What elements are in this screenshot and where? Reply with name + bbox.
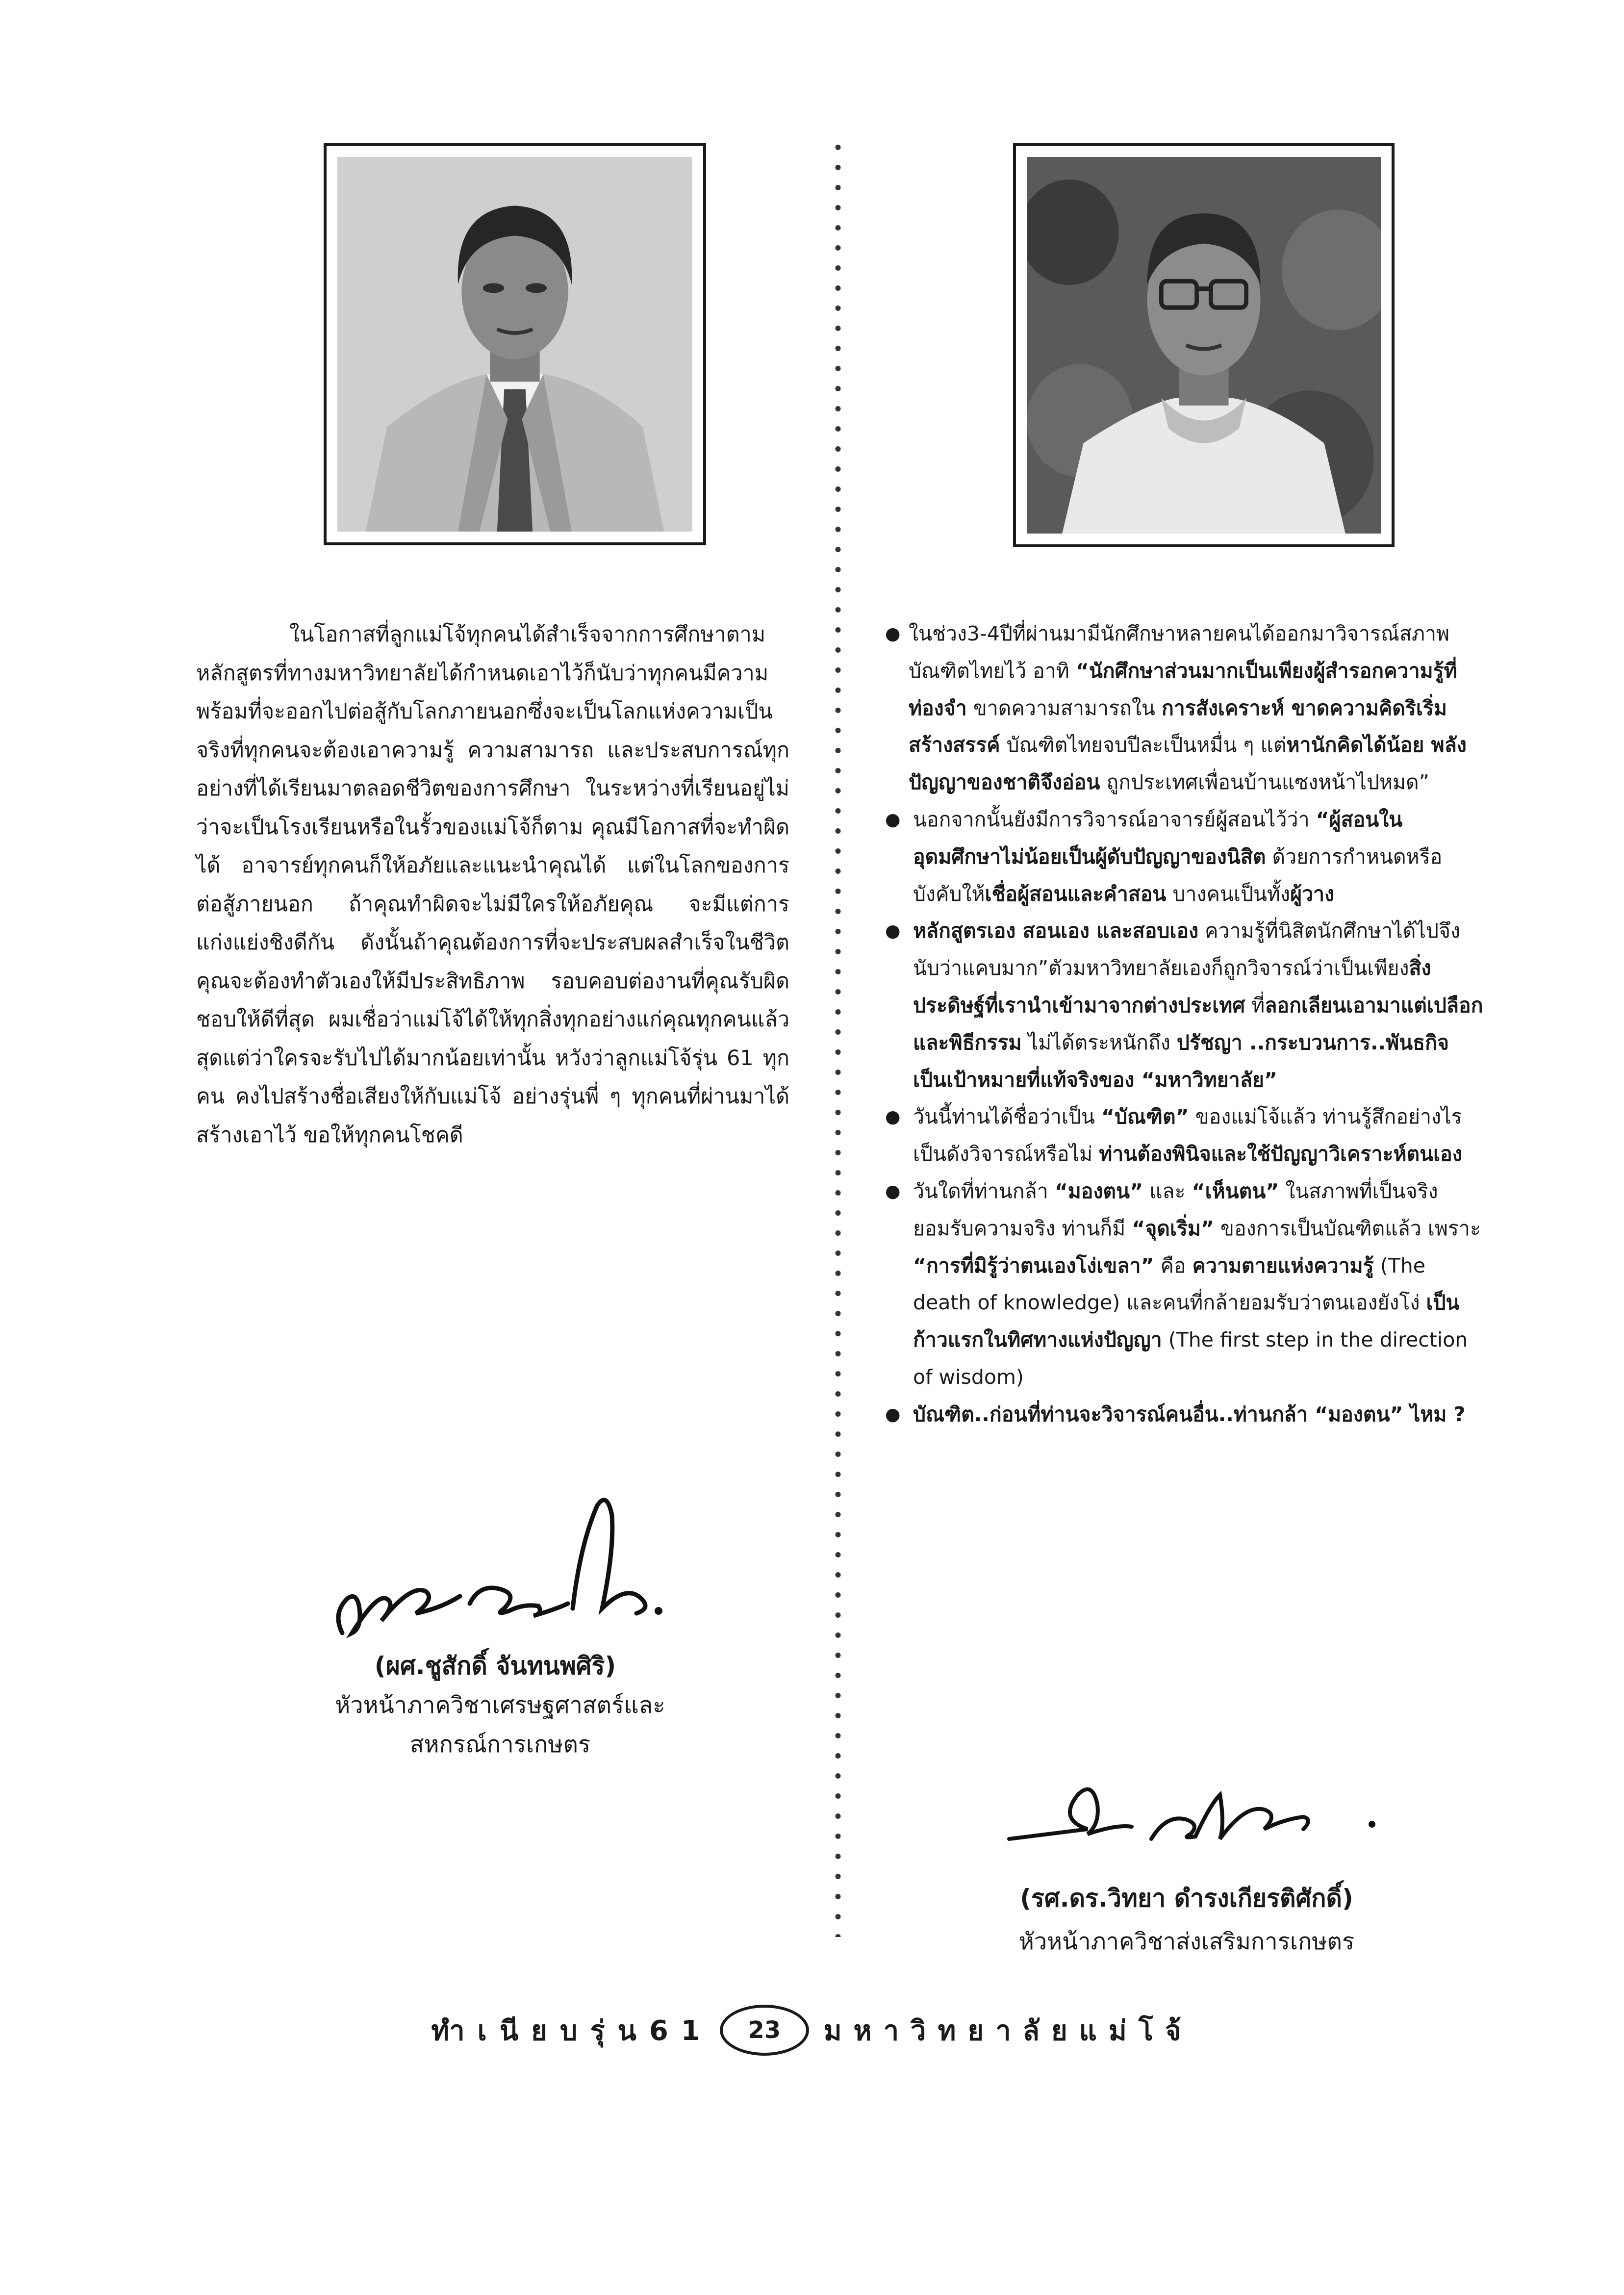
portrait-frame-right — [1013, 143, 1395, 547]
left-message — [196, 615, 789, 1154]
bullet-icon: ● — [885, 1107, 901, 1127]
right-bullet-list — [885, 615, 1483, 1433]
portrait-frame-left — [324, 143, 706, 545]
footer-left-text: ทำเนียบรุ่น61 — [431, 2014, 713, 2047]
signature-left — [313, 1486, 676, 1653]
signature-right — [990, 1765, 1392, 1859]
bullet-icon: ● — [885, 921, 901, 942]
signer-title-right: หัวหน้าภาควิชาส่งเสริมการเกษตร — [1018, 1928, 1355, 1955]
footer-right-text: มหาวิทยาลัยแม่โจ้ — [823, 2014, 1193, 2047]
list-item: ● บัณฑิต..ก่อนที่ท่านจะวิจารณ์คนอื่น..ท่านกล้า “มองตน” ไหม ? — [885, 1396, 1483, 1433]
list-item: ● ในช่วง3-4ปีที่ผ่านมามีนักศึกษาหลายคนได้ออกมาวิจารณ์สภาพบัณฑิตไทยไว้ อาทิ “นักศึกษาส่วนมากเป็นเพียงผู้สำรอกความรู้ที่ท่องจำ ขาดความสามารถใน การสังเคราะห์ ขาดความคิดริเริ่มสร้างสรรค์ บัณฑิตไทยจบปีละเป็นหมื่น ๆ แต่หานักคิดได้น้อย พลังปัญญาของชาติจึงอ่อน ถูกประเทศเพื่อนบ้านแซงหน้าไปหมด” — [885, 615, 1483, 801]
bullet-icon: ● — [885, 1181, 901, 1201]
signer-name-right: (รศ.ดร.วิทยา ดำรงเกียรติศักดิ์) — [1020, 1884, 1353, 1912]
page-footer — [0, 2003, 1624, 2057]
left-paragraph: ในโอกาสที่ลูกแม่โจ้ทุกคนได้สำเร็จจากการศึกษาตามหลักสูตรที่ทางมหาวิทยาลัยได้กำหนดเอาไว้ก็นับว่าทุกคนมีความพร้อมที่จะออกไปต่อสู้กับโลกภายนอกซึ่งจะเป็นโลกแห่งความเป็นจริงที่ทุกคนจะต้องเอาความรู้ ความสามารถ และประสบการณ์ทุกอย่างที่ได้เรียนมาตลอดชีวิตของการศึกษา ในระหว่างที่เรียนอยู่ไม่ว่าจะเป็นโรงเรียนหรือในรั้วของแม่โจ้ก็ตาม คุณมีโอกาสที่จะทำผิดได้ อาจารย์ทุกคนก็ให้อภัยและแนะนำคุณได้ แต่ในโลกของการต่อสู้ภายนอก ถ้าคุณทำผิดจะไม่มีใครให้อภัยคุณ จะมีแต่การแก่งแย่งชิงดีกัน ดังนั้นถ้าคุณต้องการที่จะประสบผลสำเร็จในชีวิต คุณจะต้องทำตัวเองให้มีประสิทธิภาพ รอบคอบต่องานที่คุณรับผิดชอบให้ดีที่สุด ผมเชื่อว่าแม่โจ้ได้ให้ทุกสิ่งทุกอย่างแก่คุณทุกคนแล้ว สุดแต่ว่าใครจะรับไปได้มากน้อยเท่านั้น หวังว่าลูกแม่โจ้รุ่น 61 ทุกคน คงไปสร้างชื่อเสียงให้กับแม่โจ้ อย่างรุ่นพี่ ๆ ทุกคนที่ผ่านมาได้สร้างเอาไว้ ขอให้ทุกคนโชคดี — [196, 622, 789, 1148]
portrait-photo-right — [1027, 157, 1381, 534]
bullet-icon: ● — [885, 809, 901, 830]
page-number: 23 — [720, 2005, 809, 2056]
signer-title-left-line2: สหกรณ์การเกษตร — [409, 1731, 591, 1758]
signer-title-left — [314, 1686, 686, 1764]
list-item: ● นอกจากนั้นยังมีการวิจารณ์อาจารย์ผู้สอนไว้ว่า “ผู้สอนในอุดมศึกษาไม่น้อยเป็นผู้ดับปัญญาของนิสิต ด้วยการกำหนดหรือบังคับให้เชื่อผู้สอนและคำสอน บางคนเป็นทั้งผู้วาง — [885, 801, 1483, 913]
column-divider — [835, 137, 841, 1937]
portrait-photo-left — [337, 157, 692, 532]
bullet-icon: ● — [885, 1404, 901, 1425]
signer-title-left-line1: หัวหน้าภาควิชาเศรษฐศาสตร์และ — [335, 1692, 665, 1719]
list-item: ● หลักสูตรเอง สอนเอง และสอบเอง ความรู้ที่นิสิตนักศึกษาได้ไปจึงนับว่าแคบมาก”ตัวมหาวิทยาลัยเองก็ถูกวิจารณ์ว่าเป็นเพียงสิ่งประดิษฐ์ที่เรานำเข้ามาจากต่างประเทศ ที่ลอกเลียนเอามาแต่เปลือกและพิธีกรรม ไม่ได้ตระหนักถึง ปรัชญา ..กระบวนการ..พันธกิจ เป็นเป้าหมายที่แท้จริงของ “มหาวิทยาลัย” — [885, 913, 1483, 1098]
bullet-icon: ● — [885, 624, 901, 644]
list-item: ● วันนี้ท่านได้ชื่อว่าเป็น “บัณฑิต” ของแม่โจ้แล้ว ท่านรู้สึกอย่างไรเป็นดังวิจารณ์หรือไม่ ท่านต้องพินิจและใช้ปัญญาวิเคราะห์ตนเอง — [885, 1098, 1483, 1173]
list-item: ● วันใดที่ท่านกล้า “มองตน” และ “เห็นตน” ในสภาพที่เป็นจริงยอมรับความจริง ท่านก็มี “จุดเริ่ม” ของการเป็นบัณฑิตแล้ว เพราะ “การที่มิรู้ว่าตนเองโง่เขลา” คือ ความตายแห่งความรู้ (The death of knowledge) และคนที่กล้ายอมรับว่าตนเองยังโง่ เป็นก้าวแรกในทิศทางแห่งปัญญา (The first step in the direction of wisdom) — [885, 1173, 1483, 1396]
signer-name-left: (ผศ.ชูสักดิ์ จันทนพศิริ) — [374, 1652, 616, 1680]
